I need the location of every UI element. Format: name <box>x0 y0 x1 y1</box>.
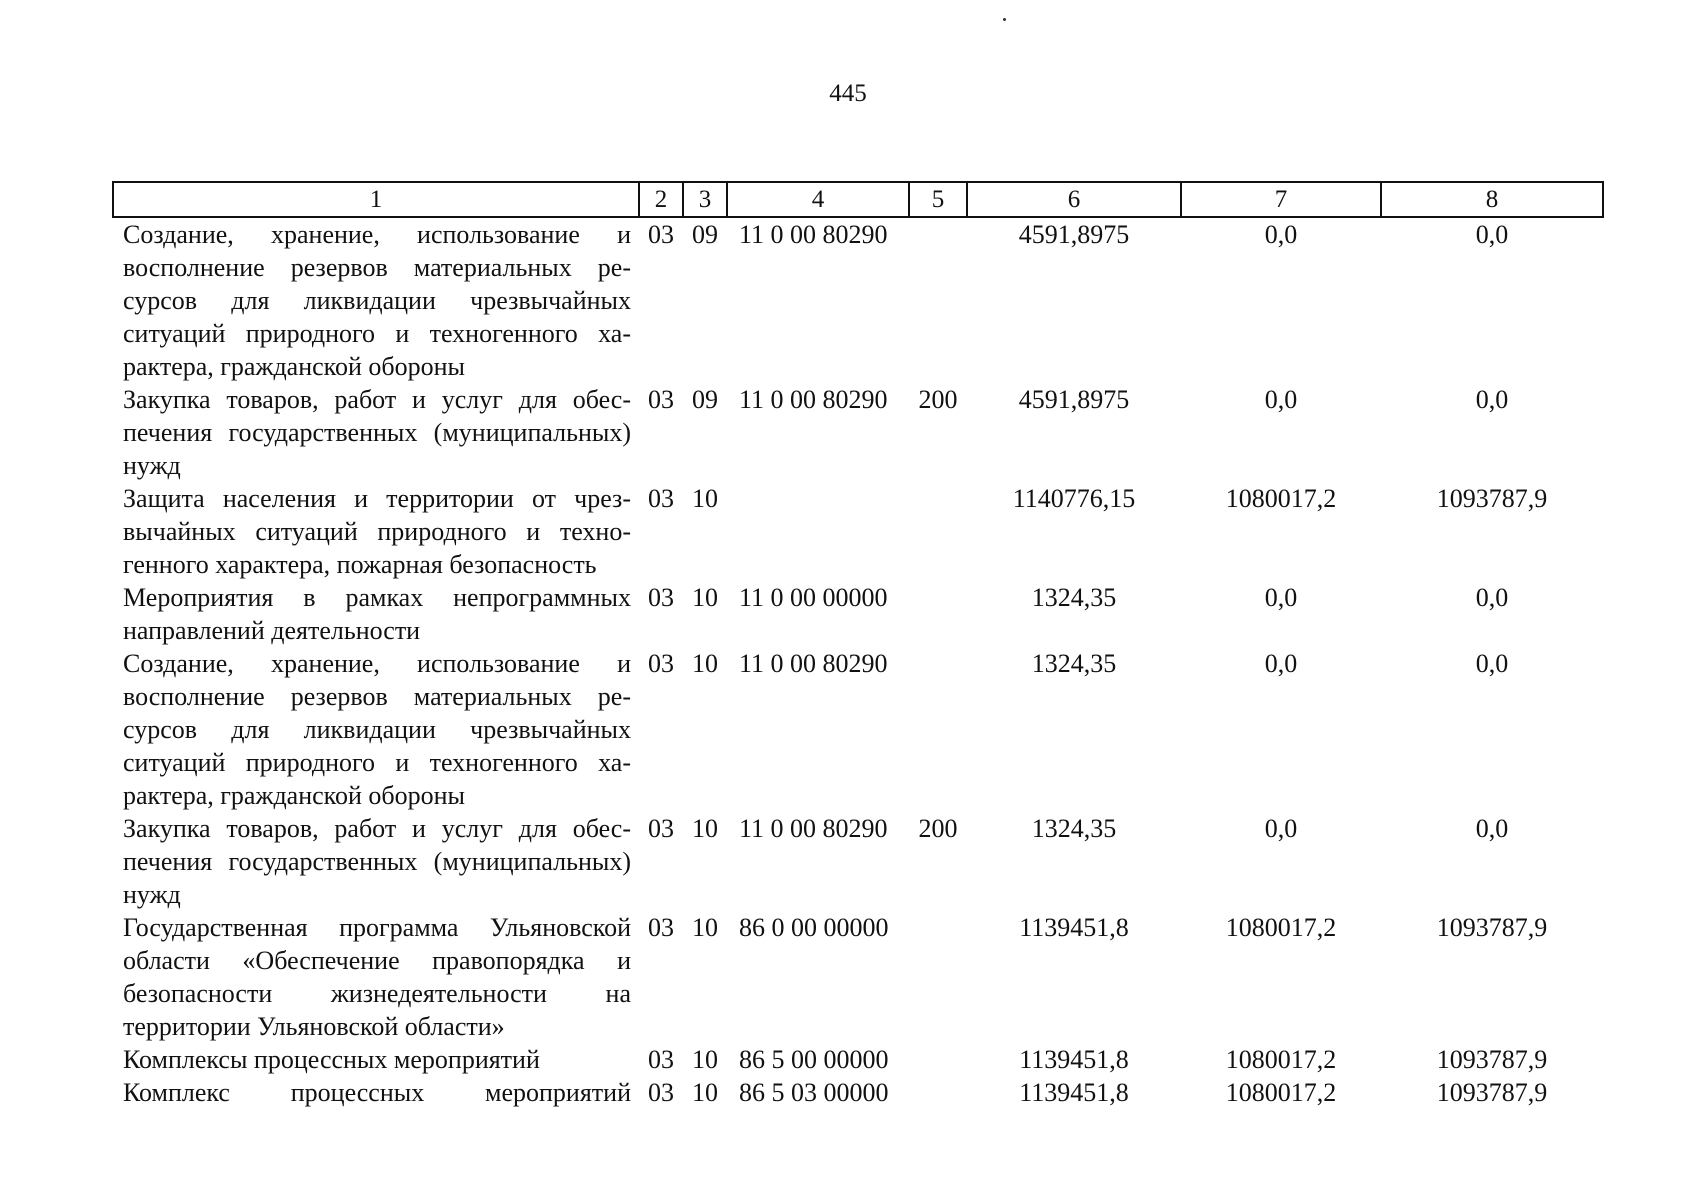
row-subsection: 10 <box>692 913 718 942</box>
row-amount-8: 0,0 <box>1475 649 1509 678</box>
row-amount-7: 0,0 <box>1264 385 1298 414</box>
row-name: Создание, хранение, использование и восполнение резервов материальных ресурсов для ликвидации чрезвычайных ситуаций природного и техногенного характера, гражданской обороны <box>123 220 631 381</box>
table-row <box>113 812 1603 911</box>
header-col-2: 2 <box>639 182 683 217</box>
row-amount-8: 1093787,9 <box>1436 913 1548 942</box>
table-row <box>113 911 1603 1043</box>
table-header <box>113 182 1603 217</box>
row-target-code: 11 0 00 80290 <box>739 649 888 678</box>
row-target-code: 11 0 00 00000 <box>739 583 888 612</box>
row-name: Закупка товаров, работ и услуг для обеспечения государственных (муниципальных) нужд <box>123 385 631 480</box>
row-name: Создание, хранение, использование и восполнение резервов материальных ресурсов для ликвидации чрезвычайных ситуаций природного и техногенного характера, гражданской обороны <box>123 649 631 810</box>
header-row <box>113 182 1603 217</box>
row-name: Защита населения и территории от чрезвычайных ситуаций природного и техногенного характера, пожарная безопасность <box>123 484 631 579</box>
row-amount-8: 0,0 <box>1475 220 1509 249</box>
budget-table <box>112 181 1604 1109</box>
table-row <box>113 482 1603 581</box>
row-amount-6: 1140776,15 <box>1012 484 1136 513</box>
row-target-code <box>727 482 909 581</box>
row-amount-8: 1093787,9 <box>1436 1045 1548 1074</box>
row-section: 03 <box>648 1078 674 1107</box>
table-row <box>113 581 1603 647</box>
row-amount-7: 0,0 <box>1264 220 1298 249</box>
header-col-8: 8 <box>1381 182 1603 217</box>
table-row <box>113 1076 1603 1109</box>
row-section: 03 <box>648 385 674 414</box>
row-amount-6: 1139451,8 <box>1019 1078 1129 1107</box>
row-subsection: 10 <box>692 814 718 843</box>
row-amount-6: 1324,35 <box>1031 583 1117 612</box>
row-target-code: 11 0 00 80290 <box>739 220 888 249</box>
row-amount-6: 1324,35 <box>1031 649 1117 678</box>
row-section: 03 <box>648 913 674 942</box>
row-name: Мероприятия в рамках непрограммных направлений деятельности <box>123 583 631 645</box>
row-section: 03 <box>648 649 674 678</box>
row-name: Комплексы процессных мероприятий <box>123 1045 540 1074</box>
row-amount-7: 1080017,2 <box>1225 1045 1337 1074</box>
row-expense-type: 200 <box>918 385 958 414</box>
row-expense-type: 200 <box>918 814 958 843</box>
row-target-code: 86 5 00 00000 <box>739 1045 889 1074</box>
row-amount-6: 4591,8975 <box>1018 385 1130 414</box>
table-row <box>113 1043 1603 1076</box>
row-expense-type <box>909 647 967 812</box>
header-col-5: 5 <box>909 182 967 217</box>
page-number: 445 <box>829 80 867 107</box>
row-amount-7: 1080017,2 <box>1225 1078 1337 1107</box>
row-subsection: 10 <box>692 484 718 513</box>
header-col-1: 1 <box>113 182 639 217</box>
row-amount-7: 0,0 <box>1264 583 1298 612</box>
header-col-7: 7 <box>1181 182 1381 217</box>
scan-dot <box>1003 18 1006 21</box>
row-amount-6: 1139451,8 <box>1019 913 1129 942</box>
row-amount-7: 1080017,2 <box>1225 913 1337 942</box>
row-expense-type <box>909 1076 967 1109</box>
row-target-code: 11 0 00 80290 <box>739 385 888 414</box>
row-amount-8: 0,0 <box>1475 583 1509 612</box>
row-amount-8: 1093787,9 <box>1436 484 1548 513</box>
row-name: Комплекс процессных мероприятий <box>123 1078 631 1107</box>
row-subsection: 10 <box>692 649 718 678</box>
header-col-3: 3 <box>683 182 727 217</box>
row-target-code: 11 0 00 80290 <box>739 814 888 843</box>
row-amount-8: 1093787,9 <box>1436 1078 1548 1107</box>
row-amount-7: 0,0 <box>1264 649 1298 678</box>
row-section: 03 <box>648 583 674 612</box>
row-section: 03 <box>648 484 674 513</box>
row-amount-7: 0,0 <box>1264 814 1298 843</box>
row-amount-6: 4591,8975 <box>1018 220 1130 249</box>
header-col-6: 6 <box>967 182 1181 217</box>
row-expense-type <box>909 581 967 647</box>
row-subsection: 09 <box>692 385 718 414</box>
row-amount-8: 0,0 <box>1475 385 1509 414</box>
row-subsection: 10 <box>692 1045 718 1074</box>
table-row <box>113 383 1603 482</box>
row-subsection: 09 <box>692 220 718 249</box>
header-col-4: 4 <box>727 182 909 217</box>
row-section: 03 <box>648 220 674 249</box>
row-subsection: 10 <box>692 583 718 612</box>
row-amount-8: 0,0 <box>1475 814 1509 843</box>
row-section: 03 <box>648 814 674 843</box>
row-target-code: 86 5 03 00000 <box>739 1078 889 1107</box>
row-target-code: 86 0 00 00000 <box>739 913 889 942</box>
table-row <box>113 217 1603 383</box>
table-body <box>113 217 1603 1109</box>
row-amount-6: 1139451,8 <box>1019 1045 1129 1074</box>
row-expense-type <box>909 217 967 383</box>
row-name: Закупка товаров, работ и услуг для обеспечения государственных (муниципальных) нужд <box>123 814 631 909</box>
row-subsection: 10 <box>692 1078 718 1107</box>
row-expense-type <box>909 482 967 581</box>
row-name: Государственная программа Ульяновской области «Обеспечение правопорядка и безопасности жизнедеятельности на территории Ульяновской области» <box>123 913 631 1041</box>
table-row <box>113 647 1603 812</box>
row-expense-type <box>909 911 967 1043</box>
row-expense-type <box>909 1043 967 1076</box>
row-amount-6: 1324,35 <box>1031 814 1117 843</box>
row-amount-7: 1080017,2 <box>1225 484 1337 513</box>
row-section: 03 <box>648 1045 674 1074</box>
